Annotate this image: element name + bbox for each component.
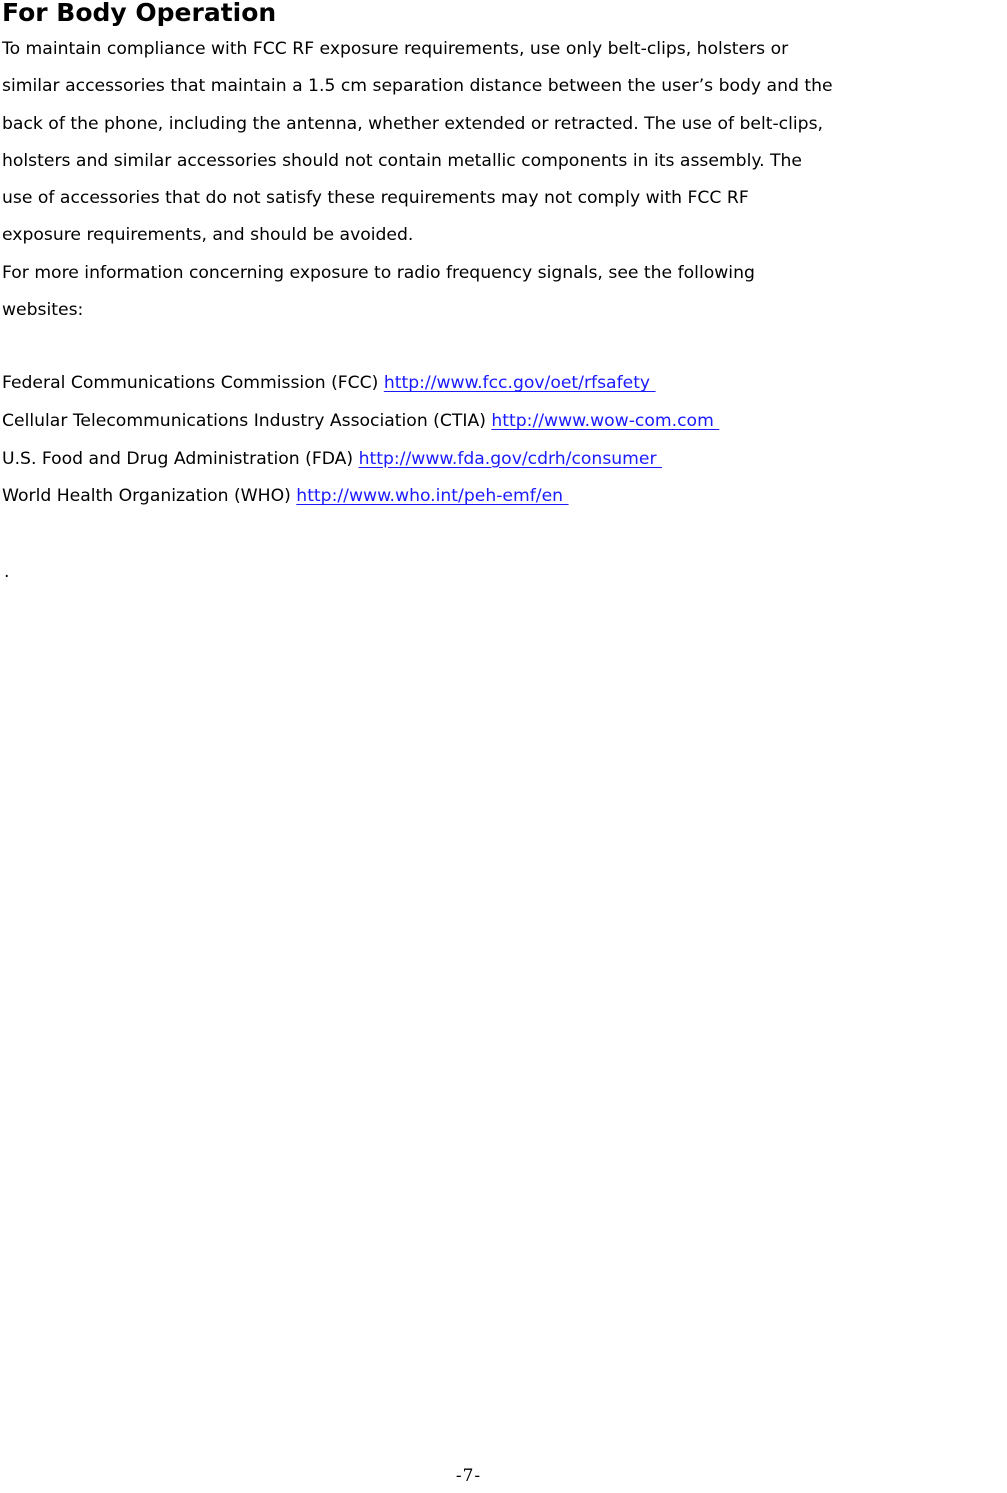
trailing-period: .	[4, 562, 10, 583]
paragraph-line: For more information concerning exposure to radio frequency signals, see the following	[2, 262, 755, 283]
section-heading: For Body Operation	[2, 0, 277, 27]
page-content	[2, 0, 1005, 591]
paragraph-line: use of accessories that do not satisfy these requirements may not comply with FCC RF	[2, 188, 749, 209]
who-link[interactable]: http://www.who.int/peh-emf/en	[296, 486, 569, 507]
more-info-paragraph	[2, 255, 1005, 330]
ctia-link[interactable]: http://www.wow-com.com	[491, 411, 720, 432]
paragraph-line: websites:	[2, 300, 84, 321]
fcc-link[interactable]: http://www.fcc.gov/oet/rfsafety	[383, 373, 656, 394]
paragraph-line: back of the phone, including the antenna, whether extended or retracted. The use of belt-clips,	[2, 113, 824, 134]
fda-link[interactable]: http://www.fda.gov/cdrh/consumer	[358, 448, 663, 469]
paragraph-line: holsters and similar accessories should not contain metallic components in its assembly. The	[2, 150, 802, 171]
resource-row-who	[2, 478, 1005, 516]
page-number: -7-	[455, 1466, 482, 1486]
paragraph-line: exposure requirements, and should be avoided.	[2, 225, 414, 246]
resource-row-fcc	[2, 365, 1005, 403]
organization-name: Federal Communications Commission (FCC)	[2, 373, 384, 394]
resource-row-ctia	[2, 403, 1005, 441]
compliance-paragraph	[2, 31, 1005, 255]
organization-name: Cellular Telecommunications Industry Association (CTIA)	[2, 411, 492, 432]
resource-row-fda	[2, 441, 1005, 479]
paragraph-line: To maintain compliance with FCC RF exposure requirements, use only belt-clips, holsters or	[2, 39, 789, 59]
organization-name: U.S. Food and Drug Administration (FDA)	[2, 448, 359, 469]
paragraph-line: similar accessories that maintain a 1.5 cm separation distance between the user’s body and the	[2, 76, 833, 97]
resource-list	[2, 365, 1005, 516]
organization-name: World Health Organization (WHO)	[2, 486, 297, 507]
